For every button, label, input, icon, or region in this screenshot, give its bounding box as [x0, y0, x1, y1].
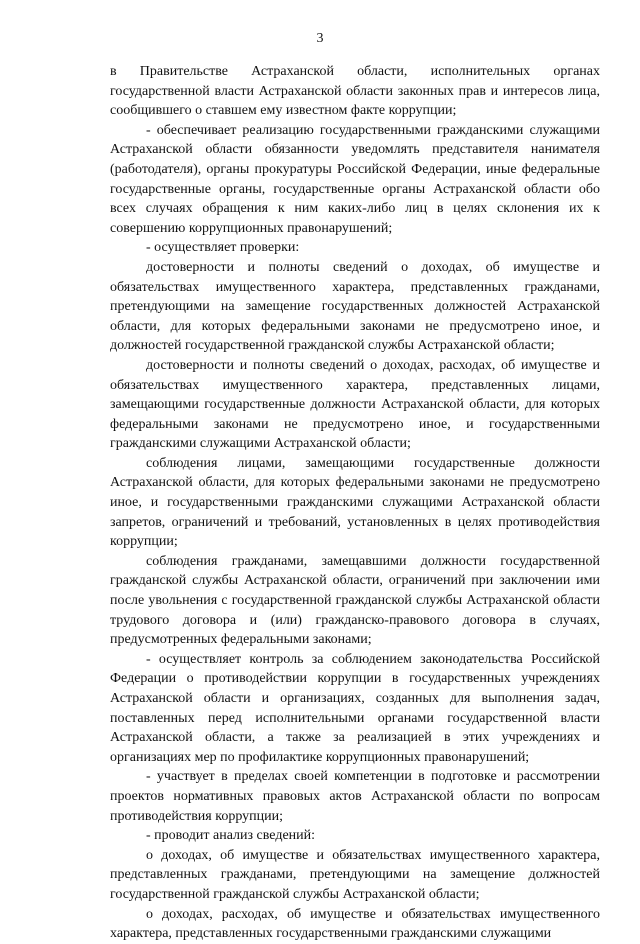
paragraph-9: - участвует в пределах своей компетенции в подготовке и рассмотрении проектов нормативных правовых актов Астраханской области по вопросам противодействия коррупции;	[110, 769, 600, 824]
paragraph-10: - проводит анализ сведений:	[146, 828, 316, 844]
paragraph-6: соблюдения лицами, замещающими государственные должности Астраханской области, для которых федеральными законами не предусмотрено иное, и государственными гражданскими служащими Астраханской области запретов, ограничений и требований, установленных в целях противодействия коррупции;	[110, 455, 600, 550]
paragraph-5: достоверности и полноты сведений о доходах, расходах, об имуществе и обязательствах имущественного характера, представленных лицами, замещающими государственные должности Астраханской области, для которых федеральными законами не предусмотрено иное, и государственными гражданскими служащими Астраханской области;	[110, 357, 600, 452]
paragraph-4: достоверности и полноты сведений о доходах, об имуществе и обязательствах имущественного характера, представленных гражданами, претендующими на замещение государственных должностей Астраханской области, для которых федеральными законами не предусмотрено иное, и должностей государственной гражданской службы Астраханской области;	[110, 259, 600, 354]
paragraph-8: - осуществляет контроль за соблюдением законодательства Российской Федерации о противодействии коррупции в государственных учреждениях Астраханской области и организациях, созданных для выполнения задач, поставленных перед исполнительными органами государственной власти Астраханской области, а также за реализацией в этих учреждениях и организациях мер по профилактике коррупционных правонарушений;	[110, 651, 600, 765]
paragraph-7: соблюдения гражданами, замещавшими должности государственной гражданской службы Астраханской области, ограничений при заключении ими после увольнения с государственной гражданской службы Астраханской области трудового договора и (или) гражданско-правового договора в случаях, предусмотренных федеральными законами;	[110, 553, 600, 648]
paragraph-12: о доходах, расходах, об имуществе и обязательствах имущественного характера, представленных государственными гражданскими служащими	[110, 906, 600, 942]
paragraph-2: - обеспечивает реализацию государственными гражданскими служащими Астраханской области обязанности уведомлять представителя нанимателя (работодателя), органы прокуратуры Российской Федерации, иные федеральные государственные органы, государственные органы Астраханской области обо всех случаях обращения к ним каких-либо лиц в целях склонения их к совершению коррупционных правонарушений;	[110, 122, 600, 236]
paragraph-11: о доходах, об имуществе и обязательствах имущественного характера, представленных гражданами, претендующими на замещение должностей государственной гражданской службы Астраханской области;	[110, 847, 600, 902]
paragraph-1: в Правительстве Астраханской области, исполнительных органах государственной власти Астраханской области законных прав и интересов лица, сообщившего о ставшем ему известном факте коррупции;	[110, 64, 600, 119]
document-body	[110, 62, 600, 944]
page-number: 3	[316, 31, 324, 46]
paragraph-3: - осуществляет проверки:	[146, 240, 300, 256]
